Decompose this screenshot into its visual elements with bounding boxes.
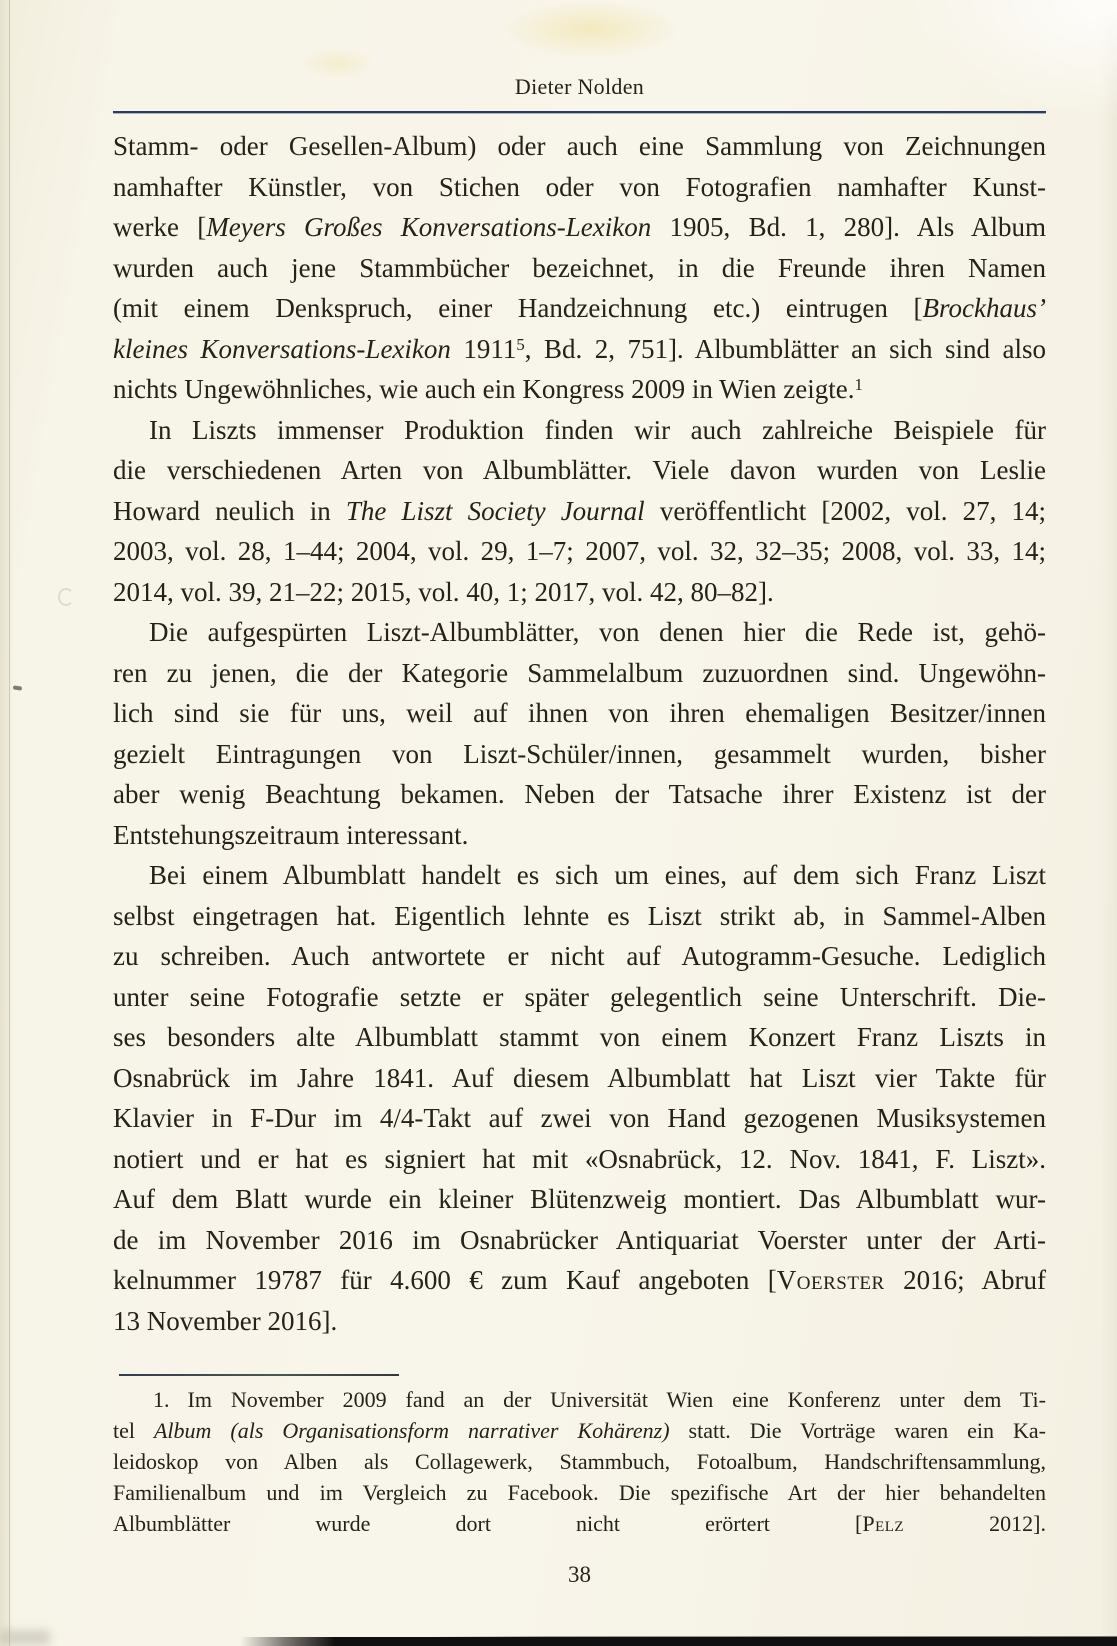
scan-smudge-bottom-left xyxy=(0,1630,50,1645)
body-text-line: gezielt Eintragungen von Liszt-Schüler/innen, gesammelt wurden, bisher xyxy=(113,738,1046,769)
body-text-line: namhafter Künstler, von Stichen oder von Fotografien namhafter Kunst- xyxy=(113,171,1046,202)
body-text-line: die verschiedenen Arten von Albumblätter. Viele davon wurden von Leslie xyxy=(113,455,1046,485)
body-text-line: Klavier in F-Dur im 4/4-Takt auf zwei von Hand gezogenen Musiksystemen xyxy=(113,1103,1046,1133)
body-text-line: Entstehungszeitraum interessant. xyxy=(113,819,469,850)
scan-bar-bottom xyxy=(240,1637,1117,1646)
scan-smudge xyxy=(500,0,680,58)
footnote-text-line: leidoskop von Alben als Collagewerk, Stammbuch, Fotoalbum, Handschriftensammlung, xyxy=(113,1449,1046,1474)
page-number: 38 xyxy=(568,1562,591,1587)
body-text-line: nichts Ungewöhnliches, wie auch ein Kongress 2009 in Wien zeigte.$^1$ xyxy=(113,374,863,404)
page-edge-right xyxy=(1099,0,1117,1646)
body-text-line: kelnummer 19787 für 4.600 € zum Kauf angeboten [Voerster 2016; Abruf xyxy=(113,1265,1046,1295)
body-text-line: ses besonders alte Albumblatt stammt von einem Konzert Franz Liszts in xyxy=(113,1022,1046,1052)
body-text-line: Auf dem Blatt wurde ein kleiner Blütenzweig montiert. Das Albumblatt wur- xyxy=(113,1184,1046,1214)
body-text-line: ren zu jenen, die der Kategorie Sammelalbum zuzuordnen sind. Ungewöhn- xyxy=(113,657,1046,688)
body-text xyxy=(113,126,1046,1341)
body-text-line: aber wenig Beachtung bekamen. Neben der Tatsache ihrer Existenz ist der xyxy=(113,779,1046,809)
body-text-line: Die aufgespürten Liszt-Albumblätter, von denen hier die Rede ist, gehö- xyxy=(149,617,1046,647)
footnote-text xyxy=(113,1384,1046,1539)
page-edge-crease xyxy=(9,0,10,1646)
body-text-line: lich sind sie für uns, weil auf ihnen von ihren ehemaligen Besitzer/innen xyxy=(113,698,1046,728)
body-text-line: werke [Meyers Großes Konversations-Lexikon 1905, Bd. 1, 280]. Als Album xyxy=(113,212,1046,242)
page-edge-left xyxy=(0,0,13,1646)
body-text-line: Osnabrück im Jahre 1841. Auf diesem Albumblatt hat Liszt vier Takte für xyxy=(113,1062,1046,1093)
body-text-line: In Liszts immenser Produktion finden wir auch zahlreiche Beispiele für xyxy=(149,414,1046,445)
body-text-line: kleines Konversations-Lexikon 1911$^5$, Bd. 2, 751]. Albumblätter an sich sind also xyxy=(113,333,1046,364)
body-text-line: 2003, vol. 28, 1–44; 2004, vol. 29, 1–7; 2007, vol. 32, 32–35; 2008, vol. 33, 14; xyxy=(113,536,1046,566)
scan-mark xyxy=(13,685,22,690)
body-text-line: selbst eingetragen hat. Eigentlich lehnte es Liszt strikt ab, in Sammel-Alben xyxy=(113,900,1046,931)
footnote-text-line: Albumblätter wurde dort nicht erörtert [Pelz 2012]. xyxy=(113,1511,1046,1536)
body-text-line: Howard neulich in The Liszt Society Journal veröffentlicht [2002, vol. 27, 14; xyxy=(113,495,1046,526)
body-text-line: Stamm- oder Gesellen-Album) oder auch eine Sammlung von Zeichnungen xyxy=(113,131,1046,161)
body-text-line: notiert und er hat es signiert hat mit «Osnabrück, 12. Nov. 1841, F. Liszt». xyxy=(113,1143,1046,1174)
footnote-text-line: tel Album (als Organisationsform narrativer Kohärenz) statt. Die Vorträge waren ein Ka- xyxy=(113,1418,1046,1443)
author-name: Dieter Nolden xyxy=(514,74,645,99)
scan-mark xyxy=(58,588,74,606)
body-text-line: 13 November 2016]. xyxy=(113,1305,338,1336)
body-text-line: de im November 2016 im Osnabrücker Antiquariat Voerster unter der Arti- xyxy=(113,1224,1046,1255)
body-text-line: wurden auch jene Stammbücher bezeichnet, in die Freunde ihren Namen xyxy=(113,252,1046,283)
page-header xyxy=(113,74,1046,100)
body-text-line: (mit einem Denkspruch, einer Handzeichnung etc.) eintrugen [Brockhaus’ xyxy=(113,293,1046,323)
footnote-text-line: 1. Im November 2009 fand an der Universität Wien eine Konferenz unter dem Ti- xyxy=(153,1387,1046,1412)
body-text-line: 2014, vol. 39, 21–22; 2015, vol. 40, 1; 2017, vol. 42, 80–82]. xyxy=(113,576,774,607)
header-rule xyxy=(113,111,1046,113)
footnote-text-line: Familienalbum und im Vergleich zu Facebook. Die spezifische Art der hier behandelten xyxy=(113,1480,1046,1505)
footnote-separator xyxy=(119,1374,399,1376)
body-text-line: Bei einem Albumblatt handelt es sich um eines, auf dem sich Franz Liszt xyxy=(149,860,1046,890)
body-text-line: zu schreiben. Auch antwortete er nicht auf Autogramm-Gesuche. Lediglich xyxy=(113,941,1046,971)
body-text-line: unter seine Fotografie setzte er später gelegentlich seine Unterschrift. Die- xyxy=(113,981,1046,1012)
scan-highlight-corner xyxy=(897,0,1117,120)
